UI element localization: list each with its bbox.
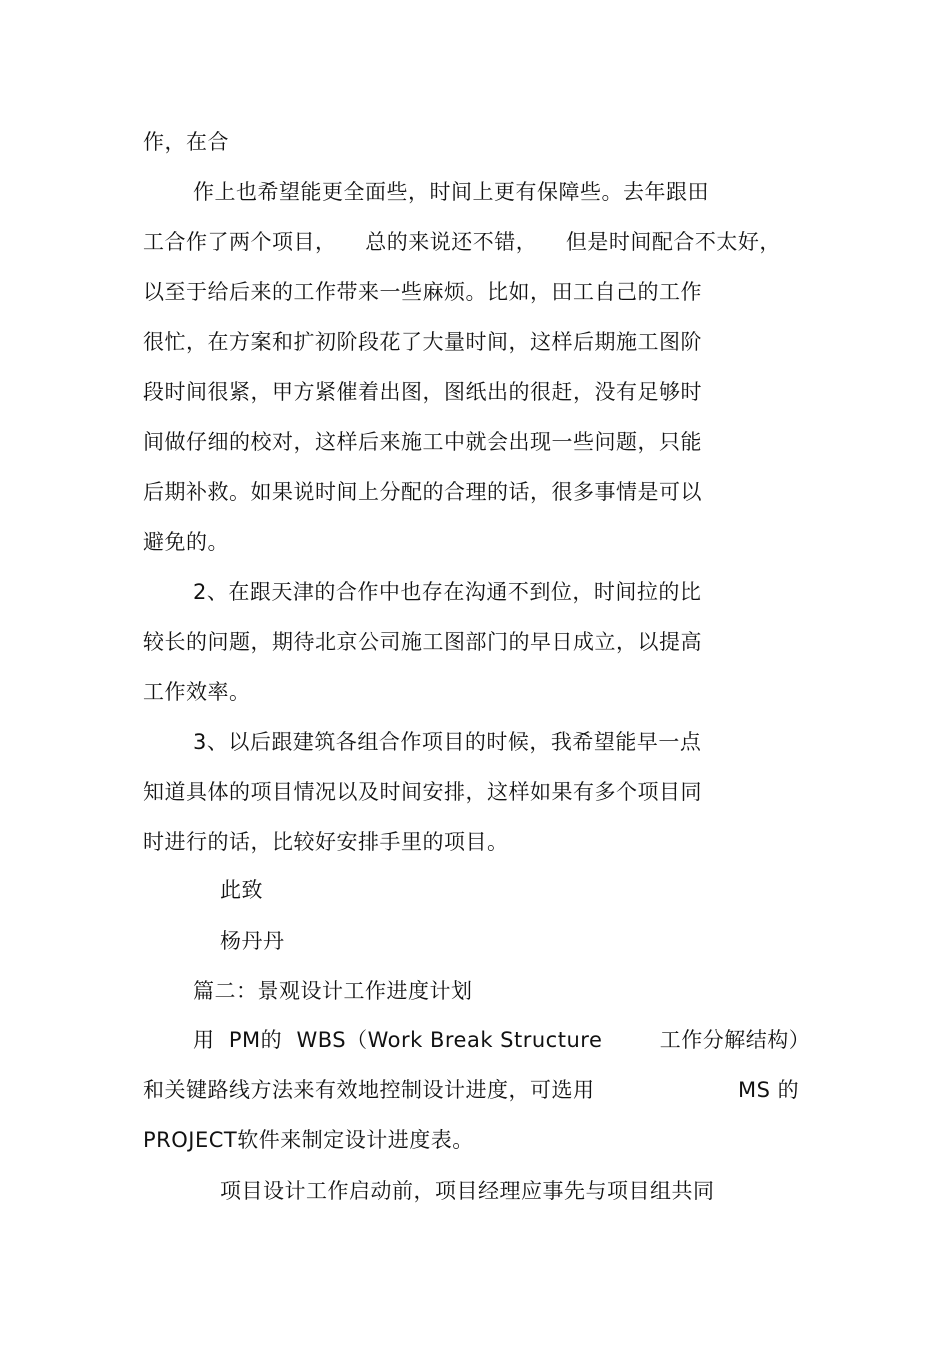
paragraph-start-line: 项目设计工作启动前，项目经理应事先与项目组共同 [220, 1179, 715, 1203]
text-line: 知道具体的项目情况以及时间安排，这样如果有多个项目同 [143, 780, 702, 804]
signature-name: 杨丹丹 [220, 929, 285, 953]
paragraph-start-line: 用 PM的 WBS（Work Break Structure 工作分解结构） [193, 1028, 811, 1052]
text-line: 较长的问题，期待北京公司施工图部门的早日成立，以提高 [143, 630, 702, 654]
text-line: 时进行的话，比较好安排手里的项目。 [143, 830, 509, 854]
text-line: 以至于给后来的工作带来一些麻烦。比如，田工自己的工作 [143, 280, 702, 304]
text-line: 工合作了两个项目， 总的来说还不错， 但是时间配合不太好， [143, 230, 781, 254]
text-line-fragment: MS 的 [738, 1078, 800, 1102]
text-line: 和关键路线方法来有效地控制设计进度，可选用 [143, 1078, 595, 1102]
text-line: 作，在合 [143, 130, 229, 154]
closing-salutation: 此致 [220, 878, 263, 902]
paragraph-start-line: 作上也希望能更全面些，时间上更有保障些。去年跟田 [193, 180, 709, 204]
text-line: 避免的。 [143, 530, 229, 554]
text-line: 很忙，在方案和扩初阶段花了大量时间，这样后期施工图阶 [143, 330, 702, 354]
text-line: 工作效率。 [143, 680, 251, 704]
text-line: 间做仔细的校对，这样后来施工中就会出现一些问题，只能 [143, 430, 702, 454]
text-line: 后期补救。如果说时间上分配的合理的话，很多事情是可以 [143, 480, 702, 504]
list-item-3: 3、以后跟建筑各组合作项目的时候，我希望能早一点 [193, 730, 702, 754]
section-heading: 篇二：景观设计工作进度计划 [193, 979, 473, 1003]
text-line: PROJECT软件来制定设计进度表。 [143, 1128, 474, 1152]
list-item-2: 2、在跟天津的合作中也存在沟通不到位，时间拉的比 [193, 580, 702, 604]
text-line: 段时间很紧，甲方紧催着出图，图纸出的很赶，没有足够时 [143, 380, 702, 404]
